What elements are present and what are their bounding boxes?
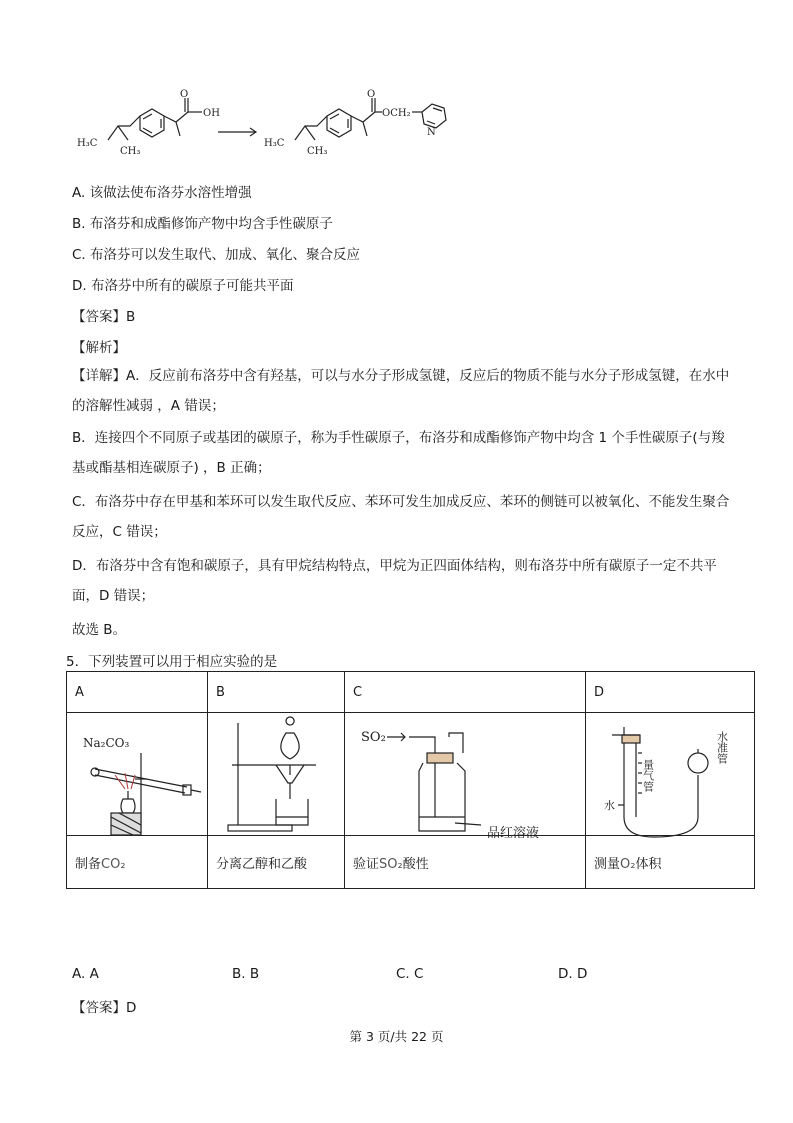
caption-d-formula: O₂ — [620, 856, 636, 872]
diagram-a-cell — [67, 713, 208, 836]
answer-tag: 【答案】 — [72, 309, 126, 325]
header-b: B — [208, 672, 345, 713]
separatory-funnel-diagram — [216, 713, 344, 831]
reactant-ch3-bottom: CH₃ — [120, 146, 141, 157]
question-5-stem: 5．下列装置可以用于相应实验的是 — [66, 654, 278, 670]
apparatus-table — [66, 671, 755, 889]
product-pyridine-n: N — [427, 127, 436, 138]
gas-tube-label: 量气管 — [641, 759, 655, 792]
header-a: A — [67, 672, 208, 713]
gas-measuring-diagram — [594, 713, 754, 831]
caption-a-formula: CO₂ — [101, 856, 126, 872]
product-ch3-bottom: CH₃ — [307, 146, 328, 157]
solution-label: 品红溶液 — [487, 826, 540, 841]
caption-b-text: 分离乙醇和乙酸 — [216, 856, 308, 872]
header-c: C — [345, 672, 586, 713]
reaction-scheme — [60, 88, 480, 168]
answer-5-tag: 【答案】 — [72, 1000, 126, 1016]
caption-c-text: 验证 — [353, 856, 380, 872]
option-b: B. 布洛芬和成酯修饰产物中均含手性碳原子 — [72, 216, 333, 232]
product-carbonyl-o: O — [367, 89, 376, 100]
diagram-c-cell — [345, 713, 586, 841]
reactant-carbonyl-o: O — [180, 89, 189, 100]
analysis-conclusion: 故选 B。 — [72, 622, 127, 638]
choice-a: A. A — [72, 966, 99, 982]
header-d: D — [586, 672, 755, 713]
analysis-paragraph-d: D．布洛芬中含有饱和碳原子，具有甲烷结构特点，甲烷为正四面体结构，则布洛芬中所有碳原子一定不共平面，D 错误； — [72, 558, 717, 604]
answer-value: B — [126, 309, 136, 325]
heating-apparatus-diagram — [75, 713, 207, 831]
water-label: 水 — [604, 799, 615, 812]
caption-c-formula: SO₂ — [379, 856, 403, 872]
caption-c-suffix: 酸性 — [402, 856, 429, 872]
answer-5-value: D — [126, 1000, 137, 1016]
diagram-b-cell — [208, 713, 345, 836]
analysis-paragraph-a: 【详解】A．反应前布洛芬中含有羟基，可以与水分子形成氢键，反应后的物质不能与水分子形成氢键，在水中的溶解性减弱 ，A 错误； — [72, 368, 730, 414]
product-ch3-top: H₃C — [264, 138, 285, 149]
option-c: C. 布洛芬可以发生取代、加成、氧化、聚合反应 — [72, 247, 361, 263]
reactant-oh: OH — [203, 108, 220, 119]
caption-d-text: 测量 — [594, 856, 621, 872]
caption-a — [67, 836, 208, 889]
reagent-label: Na₂CO₃ — [83, 736, 130, 750]
caption-d — [586, 836, 755, 889]
caption-d-suffix: 体积 — [635, 856, 662, 872]
page-footer: 第 3 页/共 22 页 — [349, 1029, 444, 1044]
choice-b: B. B — [232, 966, 260, 982]
gas-label: SO₂ — [361, 730, 386, 745]
product-och2: OCH₂ — [382, 108, 411, 119]
caption-c — [345, 836, 586, 889]
option-a: A. 该做法使布洛芬水溶性增强 — [72, 185, 252, 201]
answer-4 — [72, 305, 135, 325]
gas-washing-bottle-diagram — [353, 713, 585, 841]
level-tube-label: 水准管 — [715, 731, 729, 764]
caption-a-text: 制备 — [75, 856, 102, 872]
diagram-d-cell — [586, 713, 755, 836]
reactant-ch3-top: H₃C — [77, 138, 98, 149]
analysis-paragraph-b: B．连接四个不同原子或基团的碳原子，称为手性碳原子，布洛芬和成酯修饰产物中均含 1 个手性碳原子(与羧基或酯基相连碳原子) ，B 正确； — [72, 430, 725, 476]
option-d: D. 布洛芬中所有的碳原子可能共平面 — [72, 278, 294, 294]
choice-c: C. C — [396, 966, 424, 982]
caption-b — [208, 836, 345, 889]
analysis-tag: 【解析】 — [72, 340, 126, 356]
analysis-paragraph-c: C．布洛芬中存在甲基和苯环可以发生取代反应、苯环可发生加成反应、苯环的侧链可以被氧化、不能发生聚合反应，C 错误； — [72, 494, 730, 540]
choice-d: D. D — [558, 966, 588, 982]
answer-5 — [72, 996, 136, 1016]
